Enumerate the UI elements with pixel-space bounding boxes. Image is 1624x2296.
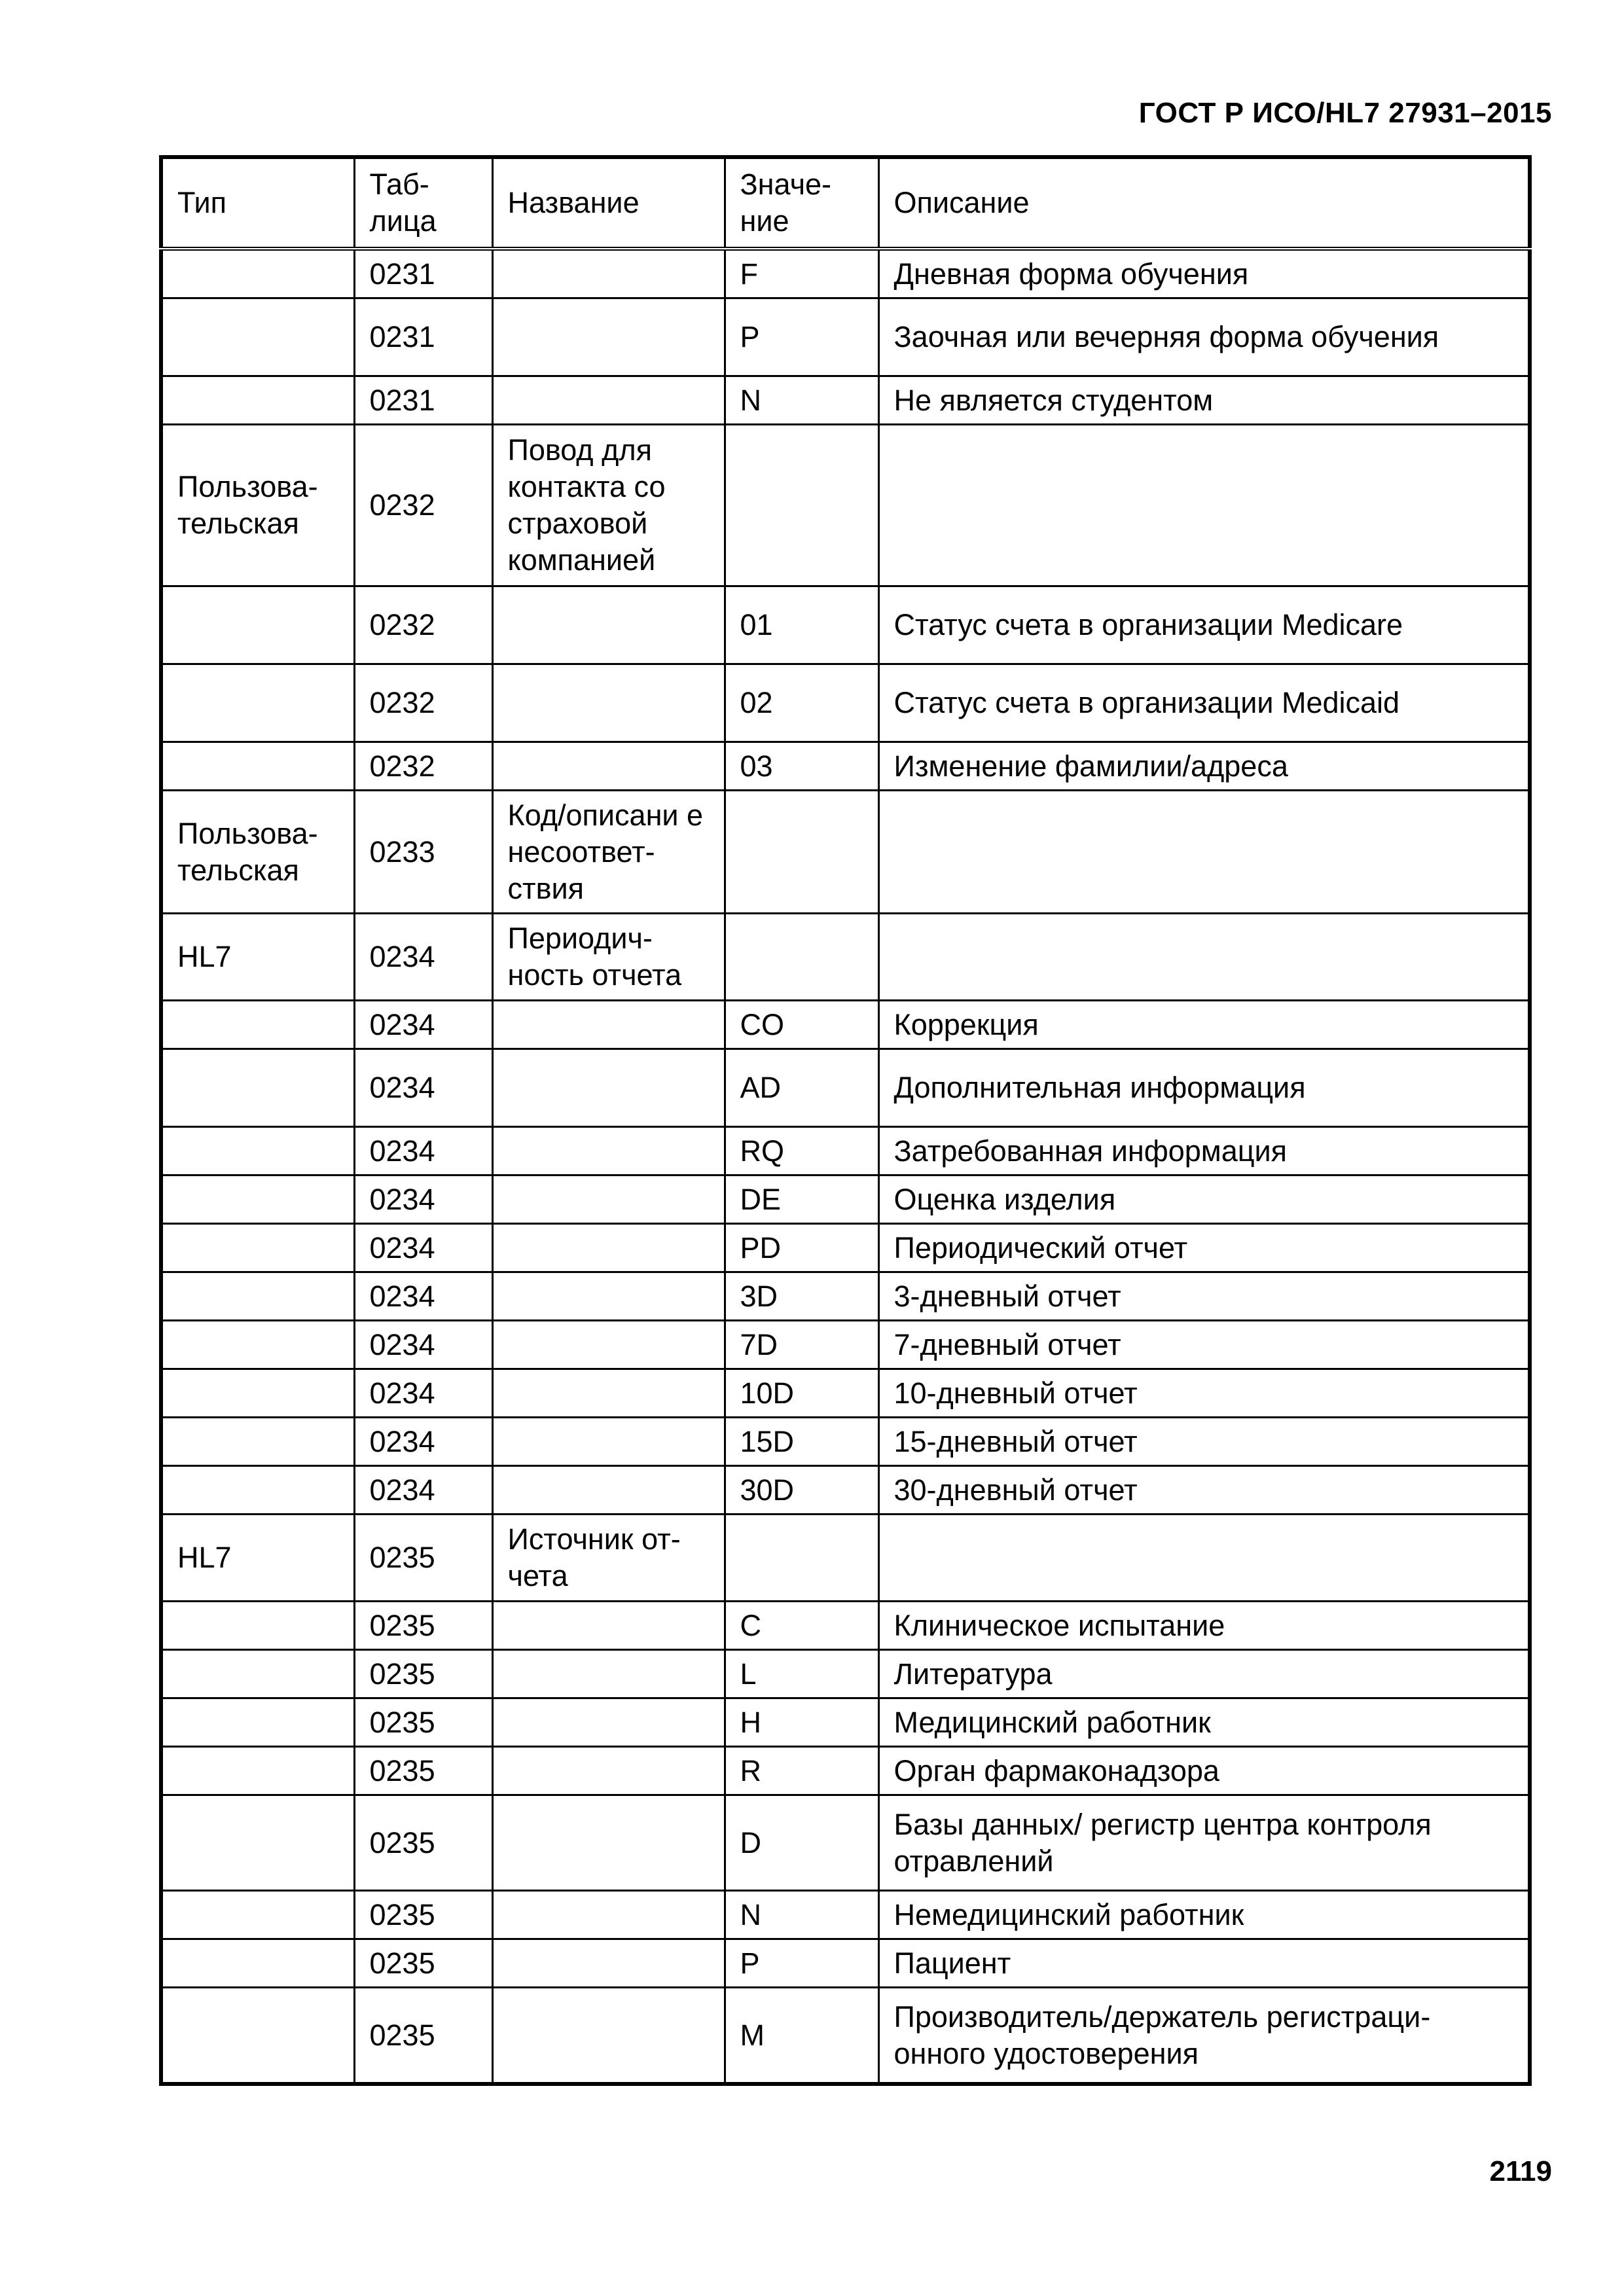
cell-type	[161, 742, 354, 791]
table-row	[161, 791, 1530, 914]
cell-description: Литература	[878, 1650, 1530, 1698]
cell-value: AD	[725, 1049, 878, 1127]
cell-name	[492, 1988, 725, 2085]
cell-value: L	[725, 1650, 878, 1698]
cell-type	[161, 1224, 354, 1272]
document-code-header: ГОСТ Р ИСО/HL7 27931–2015	[1138, 97, 1552, 129]
cell-table: 0232	[354, 586, 492, 664]
cell-description: Затребованная информация	[878, 1127, 1530, 1175]
cell-type	[161, 1321, 354, 1369]
table-row	[161, 1224, 1530, 1272]
cell-name	[492, 1939, 725, 1988]
cell-value	[725, 425, 878, 586]
column-header-value: Значе- ние	[725, 157, 878, 249]
cell-table: 0232	[354, 664, 492, 742]
cell-table: 0231	[354, 376, 492, 425]
cell-name	[492, 1418, 725, 1466]
table-row	[161, 1939, 1530, 1988]
cell-name	[492, 1049, 725, 1127]
cell-type: Пользова- тельская	[161, 425, 354, 586]
cell-type	[161, 376, 354, 425]
cell-value	[725, 791, 878, 914]
cell-type	[161, 1698, 354, 1747]
cell-description: Пациент	[878, 1939, 1530, 1988]
cell-value: P	[725, 298, 878, 376]
cell-description	[878, 1515, 1530, 1602]
table-row	[161, 1988, 1530, 2085]
table-row	[161, 1698, 1530, 1747]
table-row	[161, 376, 1530, 425]
cell-type	[161, 1049, 354, 1127]
table-row	[161, 1515, 1530, 1602]
table-row	[161, 1891, 1530, 1939]
cell-value: 10D	[725, 1369, 878, 1418]
cell-name	[492, 298, 725, 376]
code-table-container	[159, 155, 1528, 2086]
cell-value	[725, 914, 878, 1001]
cell-table: 0234	[354, 1418, 492, 1466]
cell-type	[161, 1001, 354, 1049]
table-row	[161, 249, 1530, 298]
cell-name	[492, 1001, 725, 1049]
cell-description	[878, 914, 1530, 1001]
cell-description: 15-дневный отчет	[878, 1418, 1530, 1466]
page-number: 2119	[1489, 2155, 1552, 2187]
cell-type: HL7	[161, 1515, 354, 1602]
cell-type	[161, 249, 354, 298]
cell-type	[161, 298, 354, 376]
column-header-table: Таб- лица	[354, 157, 492, 249]
cell-table: 0235	[354, 1515, 492, 1602]
cell-name: Код/описани е несоответ-ствия	[492, 791, 725, 914]
cell-type	[161, 1747, 354, 1795]
cell-description: Немедицинский работник	[878, 1891, 1530, 1939]
cell-name	[492, 664, 725, 742]
cell-description: Статус счета в организации Medicare	[878, 586, 1530, 664]
cell-type	[161, 1127, 354, 1175]
cell-description: Дневная форма обучения	[878, 249, 1530, 298]
table-row	[161, 1272, 1530, 1321]
cell-table: 0235	[354, 1891, 492, 1939]
table-row	[161, 1127, 1530, 1175]
cell-value: CO	[725, 1001, 878, 1049]
cell-type	[161, 664, 354, 742]
cell-value: 3D	[725, 1272, 878, 1321]
cell-value: F	[725, 249, 878, 298]
cell-name	[492, 1272, 725, 1321]
column-header-name: Название	[492, 157, 725, 249]
cell-table: 0235	[354, 1747, 492, 1795]
cell-name	[492, 249, 725, 298]
table-row	[161, 1001, 1530, 1049]
cell-table: 0233	[354, 791, 492, 914]
cell-description: Изменение фамилии/адреса	[878, 742, 1530, 791]
cell-name	[492, 376, 725, 425]
cell-value: PD	[725, 1224, 878, 1272]
cell-name	[492, 1224, 725, 1272]
cell-value: DE	[725, 1175, 878, 1224]
cell-description: Оценка изделия	[878, 1175, 1530, 1224]
cell-table: 0234	[354, 1001, 492, 1049]
cell-name	[492, 1698, 725, 1747]
cell-table: 0234	[354, 1466, 492, 1515]
cell-name	[492, 742, 725, 791]
cell-table: 0234	[354, 1224, 492, 1272]
cell-description	[878, 425, 1530, 586]
cell-type	[161, 1369, 354, 1418]
cell-type	[161, 1891, 354, 1939]
cell-table: 0234	[354, 1321, 492, 1369]
cell-name	[492, 586, 725, 664]
cell-description: Производитель/держатель регистраци-онного удостоверения	[878, 1988, 1530, 2085]
cell-table: 0235	[354, 1698, 492, 1747]
table-row	[161, 1795, 1530, 1891]
cell-name	[492, 1602, 725, 1650]
cell-value: N	[725, 1891, 878, 1939]
cell-type: Пользова- тельская	[161, 791, 354, 914]
cell-table: 0235	[354, 1602, 492, 1650]
table-header-row	[161, 157, 1530, 249]
cell-table: 0235	[354, 1988, 492, 2085]
cell-description: Периодический отчет	[878, 1224, 1530, 1272]
cell-value: RQ	[725, 1127, 878, 1175]
table-row	[161, 1321, 1530, 1369]
cell-type	[161, 1602, 354, 1650]
cell-type: HL7	[161, 914, 354, 1001]
cell-table: 0232	[354, 425, 492, 586]
cell-value: M	[725, 1988, 878, 2085]
cell-value: 03	[725, 742, 878, 791]
table-row	[161, 664, 1530, 742]
table-row	[161, 1369, 1530, 1418]
cell-description: Не является студентом	[878, 376, 1530, 425]
cell-name: Повод для контакта со страховой компанией	[492, 425, 725, 586]
cell-table: 0235	[354, 1650, 492, 1698]
cell-type	[161, 1418, 354, 1466]
table-row	[161, 1650, 1530, 1698]
cell-table: 0234	[354, 1272, 492, 1321]
table-row	[161, 1418, 1530, 1466]
cell-value: P	[725, 1939, 878, 1988]
cell-name	[492, 1175, 725, 1224]
table-row	[161, 1466, 1530, 1515]
cell-name	[492, 1747, 725, 1795]
cell-name	[492, 1795, 725, 1891]
cell-description: Орган фармаконадзора	[878, 1747, 1530, 1795]
cell-table: 0235	[354, 1795, 492, 1891]
cell-type	[161, 1272, 354, 1321]
cell-value	[725, 1515, 878, 1602]
cell-description: 3-дневный отчет	[878, 1272, 1530, 1321]
cell-value: 01	[725, 586, 878, 664]
column-header-description: Описание	[878, 157, 1530, 249]
cell-value: 02	[725, 664, 878, 742]
column-header-type: Тип	[161, 157, 354, 249]
cell-table: 0231	[354, 249, 492, 298]
table-body	[161, 249, 1530, 2084]
code-table	[159, 155, 1532, 2086]
cell-description: Коррекция	[878, 1001, 1530, 1049]
cell-type	[161, 1175, 354, 1224]
table-row	[161, 425, 1530, 586]
cell-name	[492, 1650, 725, 1698]
cell-description: Базы данных/ регистр центра контроля отравлений	[878, 1795, 1530, 1891]
cell-description: Медицинский работник	[878, 1698, 1530, 1747]
table-row	[161, 298, 1530, 376]
table-row	[161, 742, 1530, 791]
cell-value: H	[725, 1698, 878, 1747]
cell-table: 0234	[354, 1049, 492, 1127]
cell-value: 30D	[725, 1466, 878, 1515]
cell-type	[161, 1988, 354, 2085]
cell-description	[878, 791, 1530, 914]
cell-name	[492, 1127, 725, 1175]
table-row	[161, 586, 1530, 664]
cell-table: 0234	[354, 1369, 492, 1418]
cell-value: C	[725, 1602, 878, 1650]
cell-description: Клиническое испытание	[878, 1602, 1530, 1650]
cell-name	[492, 1321, 725, 1369]
cell-type	[161, 1795, 354, 1891]
cell-type	[161, 1466, 354, 1515]
cell-name: Периодич- ность отчета	[492, 914, 725, 1001]
cell-description: 7-дневный отчет	[878, 1321, 1530, 1369]
cell-table: 0235	[354, 1939, 492, 1988]
table-row	[161, 1175, 1530, 1224]
cell-name	[492, 1891, 725, 1939]
table-row	[161, 1049, 1530, 1127]
cell-table: 0231	[354, 298, 492, 376]
cell-value: 15D	[725, 1418, 878, 1466]
table-row	[161, 1747, 1530, 1795]
table-row	[161, 914, 1530, 1001]
cell-table: 0232	[354, 742, 492, 791]
cell-table: 0234	[354, 1127, 492, 1175]
cell-name	[492, 1466, 725, 1515]
cell-description: Статус счета в организации Medicaid	[878, 664, 1530, 742]
cell-name	[492, 1369, 725, 1418]
cell-value: R	[725, 1747, 878, 1795]
cell-table: 0234	[354, 1175, 492, 1224]
cell-type	[161, 1650, 354, 1698]
cell-type	[161, 586, 354, 664]
cell-description: Заочная или вечерняя форма обучения	[878, 298, 1530, 376]
table-row	[161, 1602, 1530, 1650]
cell-description: Дополнительная информация	[878, 1049, 1530, 1127]
cell-type	[161, 1939, 354, 1988]
cell-table: 0234	[354, 914, 492, 1001]
cell-description: 30-дневный отчет	[878, 1466, 1530, 1515]
cell-description: 10-дневный отчет	[878, 1369, 1530, 1418]
cell-name: Источник от- чета	[492, 1515, 725, 1602]
cell-value: N	[725, 376, 878, 425]
cell-value: 7D	[725, 1321, 878, 1369]
cell-value: D	[725, 1795, 878, 1891]
